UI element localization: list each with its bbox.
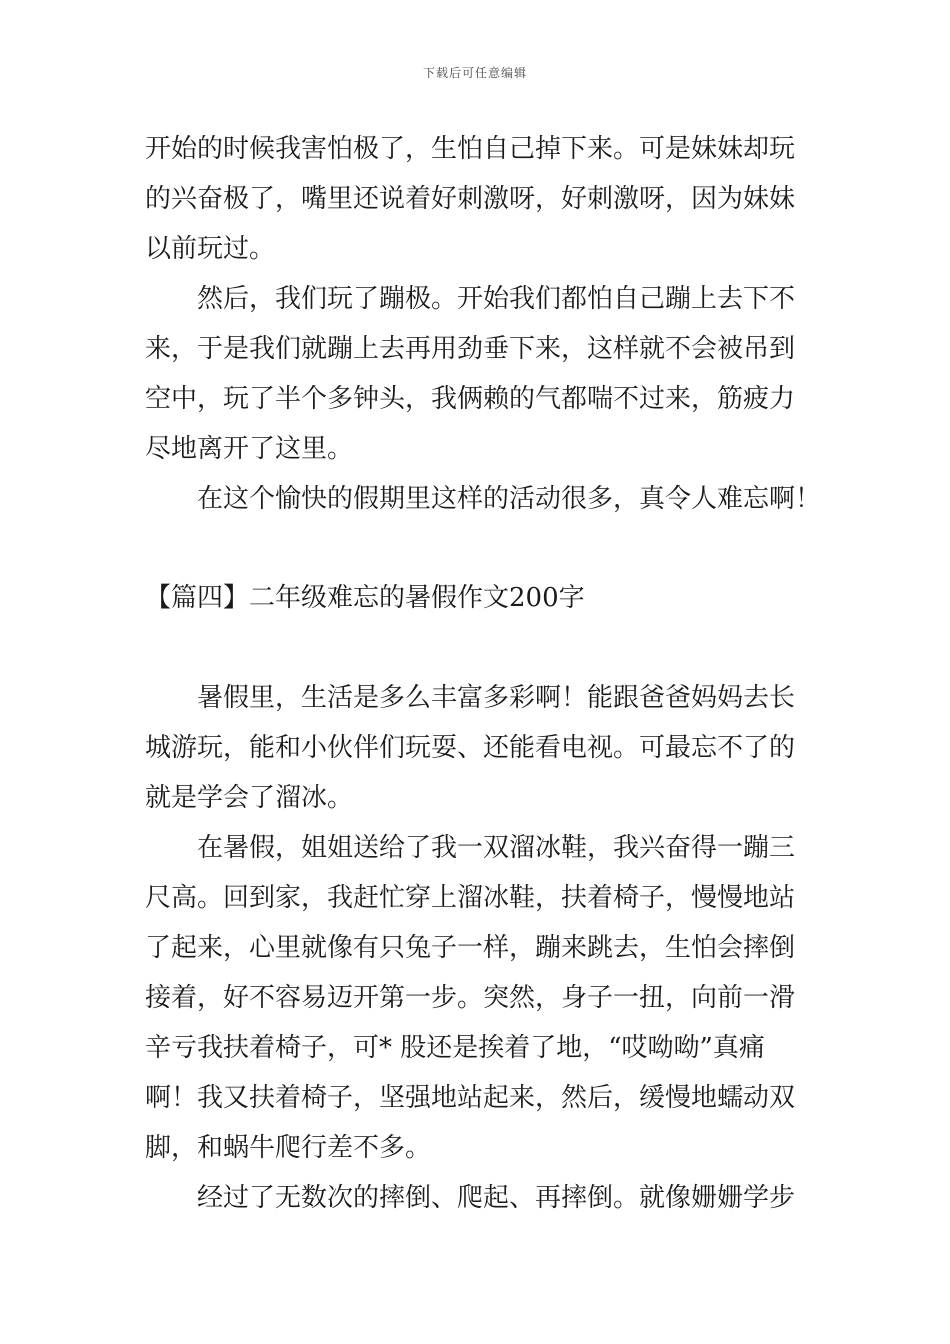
text-line: 空中，玩了半个多钟头，我俩赖的气都喘不过来，筋疲力 <box>145 384 796 414</box>
text-line: 以前玩过。 <box>145 234 276 264</box>
text-line: 在暑假，姐姐送给了我一双溜冰鞋，我兴奋得一蹦三 <box>197 833 796 863</box>
text-line: 辛亏我扶着椅子，可* 股还是挨着了地，“哎呦呦”真痛 <box>145 1033 765 1063</box>
text-line: 暑假里，生活是多么丰富多彩啊！能跟爸爸妈妈去长 <box>197 683 796 713</box>
text-line: 接着，好不容易迈开第一步。突然，身子一扭，向前一滑 <box>145 983 796 1013</box>
text-line: 在这个愉快的假期里这样的活动很多，真令人难忘啊！ <box>197 484 822 514</box>
text-line: 开始的时候我害怕极了，生怕自己掉下来。可是妹妹却玩 <box>145 134 796 164</box>
text-line: 啊！我又扶着椅子，坚强地站起来，然后，缓慢地蠕动双 <box>145 1083 796 1113</box>
text-line: 了起来，心里就像有只兔子一样，蹦来跳去，生怕会摔倒 <box>145 933 796 963</box>
section-heading: 【篇四】二年级难忘的暑假作文200字 <box>145 583 585 613</box>
text-line: 城游玩，能和小伙伴们玩耍、还能看电视。可最忘不了的 <box>145 733 796 763</box>
page-header: 下载后可任意编辑 <box>422 66 527 80</box>
text-line: 脚，和蜗牛爬行差不多。 <box>145 1133 432 1163</box>
text-line: 就是学会了溜冰。 <box>145 783 354 813</box>
text-line: 尺高。回到家，我赶忙穿上溜冰鞋，扶着椅子，慢慢地站 <box>145 883 796 913</box>
text-line: 尽地离开了这里。 <box>145 434 354 464</box>
text-line: 然后，我们玩了蹦极。开始我们都怕自己蹦上去下不 <box>197 284 796 314</box>
text-line: 经过了无数次的摔倒、爬起、再摔倒。就像姗姗学步 <box>197 1183 796 1213</box>
text-line: 的兴奋极了，嘴里还说着好刺激呀，好刺激呀，因为妹妹 <box>145 184 796 214</box>
text-line: 来，于是我们就蹦上去再用劲垂下来，这样就不会被吊到 <box>145 334 796 364</box>
